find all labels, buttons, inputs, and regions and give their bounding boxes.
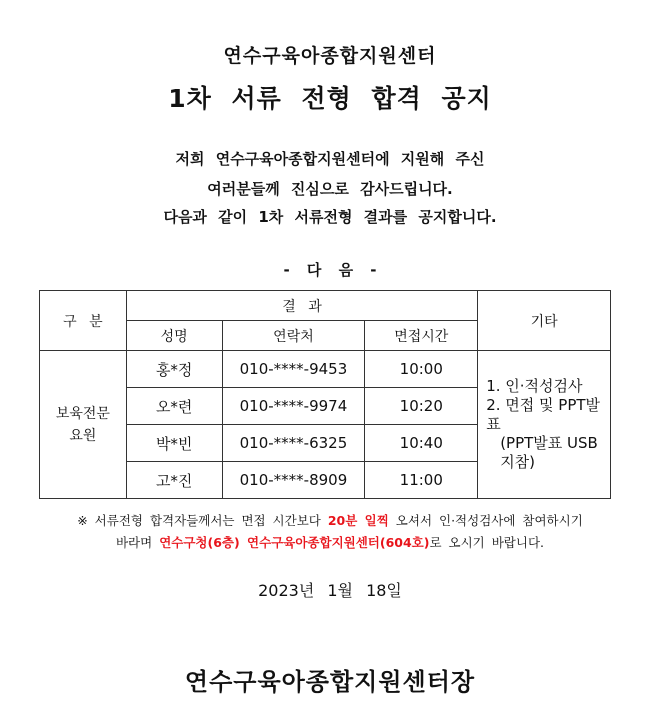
name-column-header: 성명	[126, 321, 222, 351]
notice-highlight: 20분 일찍	[327, 513, 389, 528]
contact-cell: 010-****-6325	[222, 425, 365, 462]
notice-line-1	[0, 511, 660, 529]
contact-cell: 010-****-8909	[222, 462, 365, 499]
table-row	[40, 351, 611, 388]
name-cell: 오*련	[126, 388, 222, 425]
time-cell: 10:40	[365, 425, 478, 462]
note-line: (PPT발표 USB지참)	[500, 434, 598, 471]
contact-cell: 010-****-9974	[222, 388, 365, 425]
name-cell: 홍*정	[126, 351, 222, 388]
signer-name: 연수구육아종합지원센터장	[184, 668, 476, 696]
division-cell: 보육전문 요원	[40, 351, 127, 499]
time-cell: 10:00	[365, 351, 478, 388]
notice-title: 1차 서류 전형 합격 공지	[168, 84, 492, 113]
notice-text: ※ 서류전형 합격자들께서는 면접 시간보다	[77, 513, 328, 528]
time-cell: 10:20	[365, 388, 478, 425]
section-heading: - 다 음 -	[283, 261, 377, 279]
notice-text: 로 오시기 바랍니다.	[429, 535, 544, 550]
intro-line-2: 여러분들께 진심으로 감사드립니다.	[207, 180, 453, 198]
name-cell: 고*진	[126, 462, 222, 499]
notice-line-2	[0, 533, 660, 551]
time-column-header: 면접시간	[365, 321, 478, 351]
notice-date: 2023년 1월 18일	[258, 581, 402, 600]
contact-cell: 010-****-9453	[222, 351, 365, 388]
intro-line-1: 저희 연수구육아종합지원센터에 지원해 주신	[175, 150, 485, 168]
etc-header: 기타	[478, 291, 611, 351]
contact-column-header: 연락처	[222, 321, 365, 351]
organization-name: 연수구육아종합지원센터	[223, 45, 437, 67]
result-header: 결 과	[126, 291, 477, 321]
results-table	[39, 290, 611, 499]
division-header: 구 분	[40, 291, 127, 351]
notice-highlight: 연수구청(6층) 연수구육아종합지원센터(604호)	[159, 535, 430, 550]
note-line: 1. 인·적성검사	[486, 377, 583, 395]
notice-text: 바라며	[115, 535, 160, 550]
note-line: 2. 면접 및 PPT발표	[486, 396, 601, 433]
notice-text: 오셔서 인·적성검사에 참여하시기	[388, 513, 583, 528]
time-cell: 11:00	[365, 462, 478, 499]
notes-cell	[478, 351, 611, 499]
name-cell: 박*빈	[126, 425, 222, 462]
intro-line-3: 다음과 같이 1차 서류전형 결과를 공지합니다.	[163, 208, 497, 226]
